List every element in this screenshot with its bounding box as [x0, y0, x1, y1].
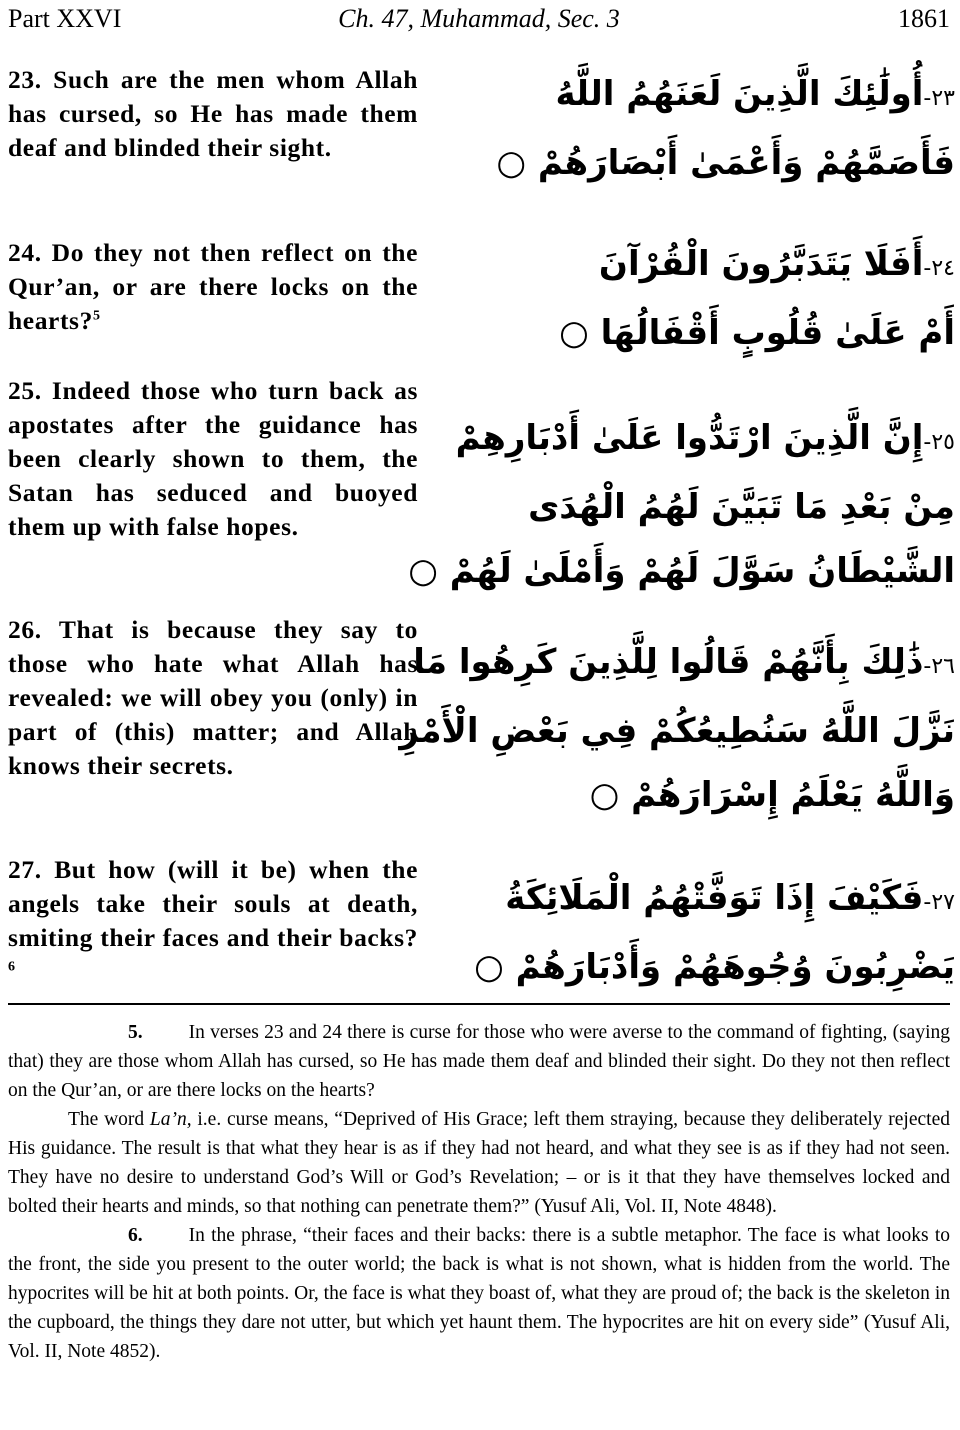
arabic-line: إِنَّ الَّذِينَ ارْتَدُّوا عَلَىٰ أَدْبَارِهِمْ — [455, 418, 924, 458]
page-header — [8, 4, 950, 34]
footnote-text: The word — [68, 1109, 150, 1130]
verse-text: 26. That is because they say to those who hate what Allah has revealed: we will obey you (only) in part of (this) matter; and Allah knows their secrets. — [8, 615, 418, 780]
verse-text: 23. Such are the men whom Allah has cursed, so He has made them deaf and blinded their sight. — [8, 65, 418, 162]
verse-26-arabic — [399, 630, 955, 827]
verse-text: 24. Do they not then reflect on the Qur’an, or are there locks on the hearts? — [8, 238, 418, 335]
verse-27-arabic — [474, 866, 955, 999]
arabic-line: يَضْرِبُونَ وُجُوهَهُمْ وَأَدْبَارَهُمْ ○ — [474, 947, 955, 987]
arabic-verse-number: ٢٥- — [923, 430, 955, 455]
arabic-line: فَأَصَمَّهُمْ وَأَعْمَىٰ أَبْصَارَهُمْ ○ — [496, 143, 955, 183]
verse-23-arabic — [496, 62, 955, 195]
footnote-text: In the phrase, “their faces and their backs: there is a subtle metaphor. The face is what looks to the front, the side you present to the outer world; the back is what is not shown, what is hidden from the world. The hypocrites will be hit at both points. Or, the face is what they boast of, what they are proud of; the back is the skeleton in the cupboard, the things they dare not utter, but which yet haunt them. The hypocrites are hit on every side” (Yusuf Ali, Vol. II, Note 4852). — [8, 1225, 950, 1362]
arabic-line: أَفَلَا يَتَدَبَّرُونَ الْقُرْآنَ — [598, 244, 924, 284]
arabic-verse-number: ٢٧- — [923, 890, 955, 915]
footnote-ref-6[interactable]: 6 — [8, 959, 16, 975]
footnote-text: i.e. curse means, “Deprived of His Grace; left them straying, because they deliberately rejected His guidance. The result is that what they hear is as if they had not heard, and what they see is as if they had not seen. They have no desire to understand God’s Will or God’s Revelation; – or is it that they have themselves locked and bolted their hearts and minds, so that nothing can penetrate them?” (Yusuf Ali, Vol. II, Note 4848). — [8, 1109, 950, 1217]
arabic-line: ذَٰلِكَ بِأَنَّهُمْ قَالُوا لِلَّذِينَ كَرِهُوا مَا — [413, 642, 924, 682]
footnote-term: La’n, — [149, 1109, 192, 1130]
verse-24-arabic — [545, 232, 955, 365]
verse-text: 25. Indeed those who turn back as apostates after the guidance has been clearly shown to them, the Satan has seduced and buoyed them up with false hopes. — [8, 376, 418, 541]
footnote-ref-5[interactable]: 5 — [92, 308, 101, 324]
arabic-line: فَكَيْفَ إِذَا تَوَفَّتْهُمُ الْمَلَائِكَةُ — [505, 878, 924, 918]
arabic-line: وَاللَّهُ يَعْلَمُ إِسْرَارَهُمْ ○ — [589, 775, 955, 815]
footnotes — [8, 1018, 950, 1366]
footnote-text: In verses 23 and 24 there is curse for those who were averse to the command of fighting, (saying that) they are those whom Allah has cursed, so He has made them deaf and blinded their sight. Do they not then reflect on the Qur’an, or are there locks on the hearts? — [8, 1022, 950, 1101]
verse-26-translation — [8, 613, 418, 783]
arabic-line: الشَّيْطَانُ سَوَّلَ لَهُمْ وَأَمْلَىٰ لَهُمْ ○ — [408, 551, 955, 591]
footnote-number: 5. — [128, 1022, 143, 1043]
arabic-line: مِنْ بَعْدِ مَا تَبَيَّنَ لَهُمُ الْهُدَى — [528, 487, 955, 527]
arabic-line: أَمْ عَلَىٰ قُلُوبٍ أَقْفَالُهَا ○ — [559, 313, 955, 353]
arabic-verse-number: ٢٦- — [923, 654, 955, 679]
footnote-5 — [8, 1018, 950, 1105]
page-number: 1861 — [898, 4, 950, 33]
footnote-5-continued — [8, 1105, 950, 1221]
arabic-verse-number: ٢٤- — [923, 256, 955, 281]
arabic-line: نَزَّلَ اللَّهُ سَنُطِيعُكُمْ فِي بَعْضِ الْأَمْرِ — [399, 711, 955, 751]
verse-23-translation — [8, 63, 418, 165]
footnote-divider — [8, 1003, 950, 1005]
verse-27-translation — [8, 853, 418, 989]
arabic-verse-number: ٢٣- — [923, 86, 955, 111]
footnote-6 — [8, 1221, 950, 1366]
arabic-line: أُولَٰئِكَ الَّذِينَ لَعَنَهُمُ اللَّهُ — [555, 74, 924, 114]
verse-25-arabic — [408, 406, 955, 603]
verse-24-translation — [8, 236, 418, 338]
part-label: Part XXVI — [8, 4, 122, 33]
verse-text: 27. But how (will it be) when the angels take their souls at death, smiting their faces and their backs? — [8, 855, 418, 952]
chapter-title: Ch. 47, Muhammad, Sec. 3 — [338, 4, 620, 33]
verse-25-translation — [8, 374, 418, 544]
footnote-number: 6. — [128, 1225, 143, 1246]
